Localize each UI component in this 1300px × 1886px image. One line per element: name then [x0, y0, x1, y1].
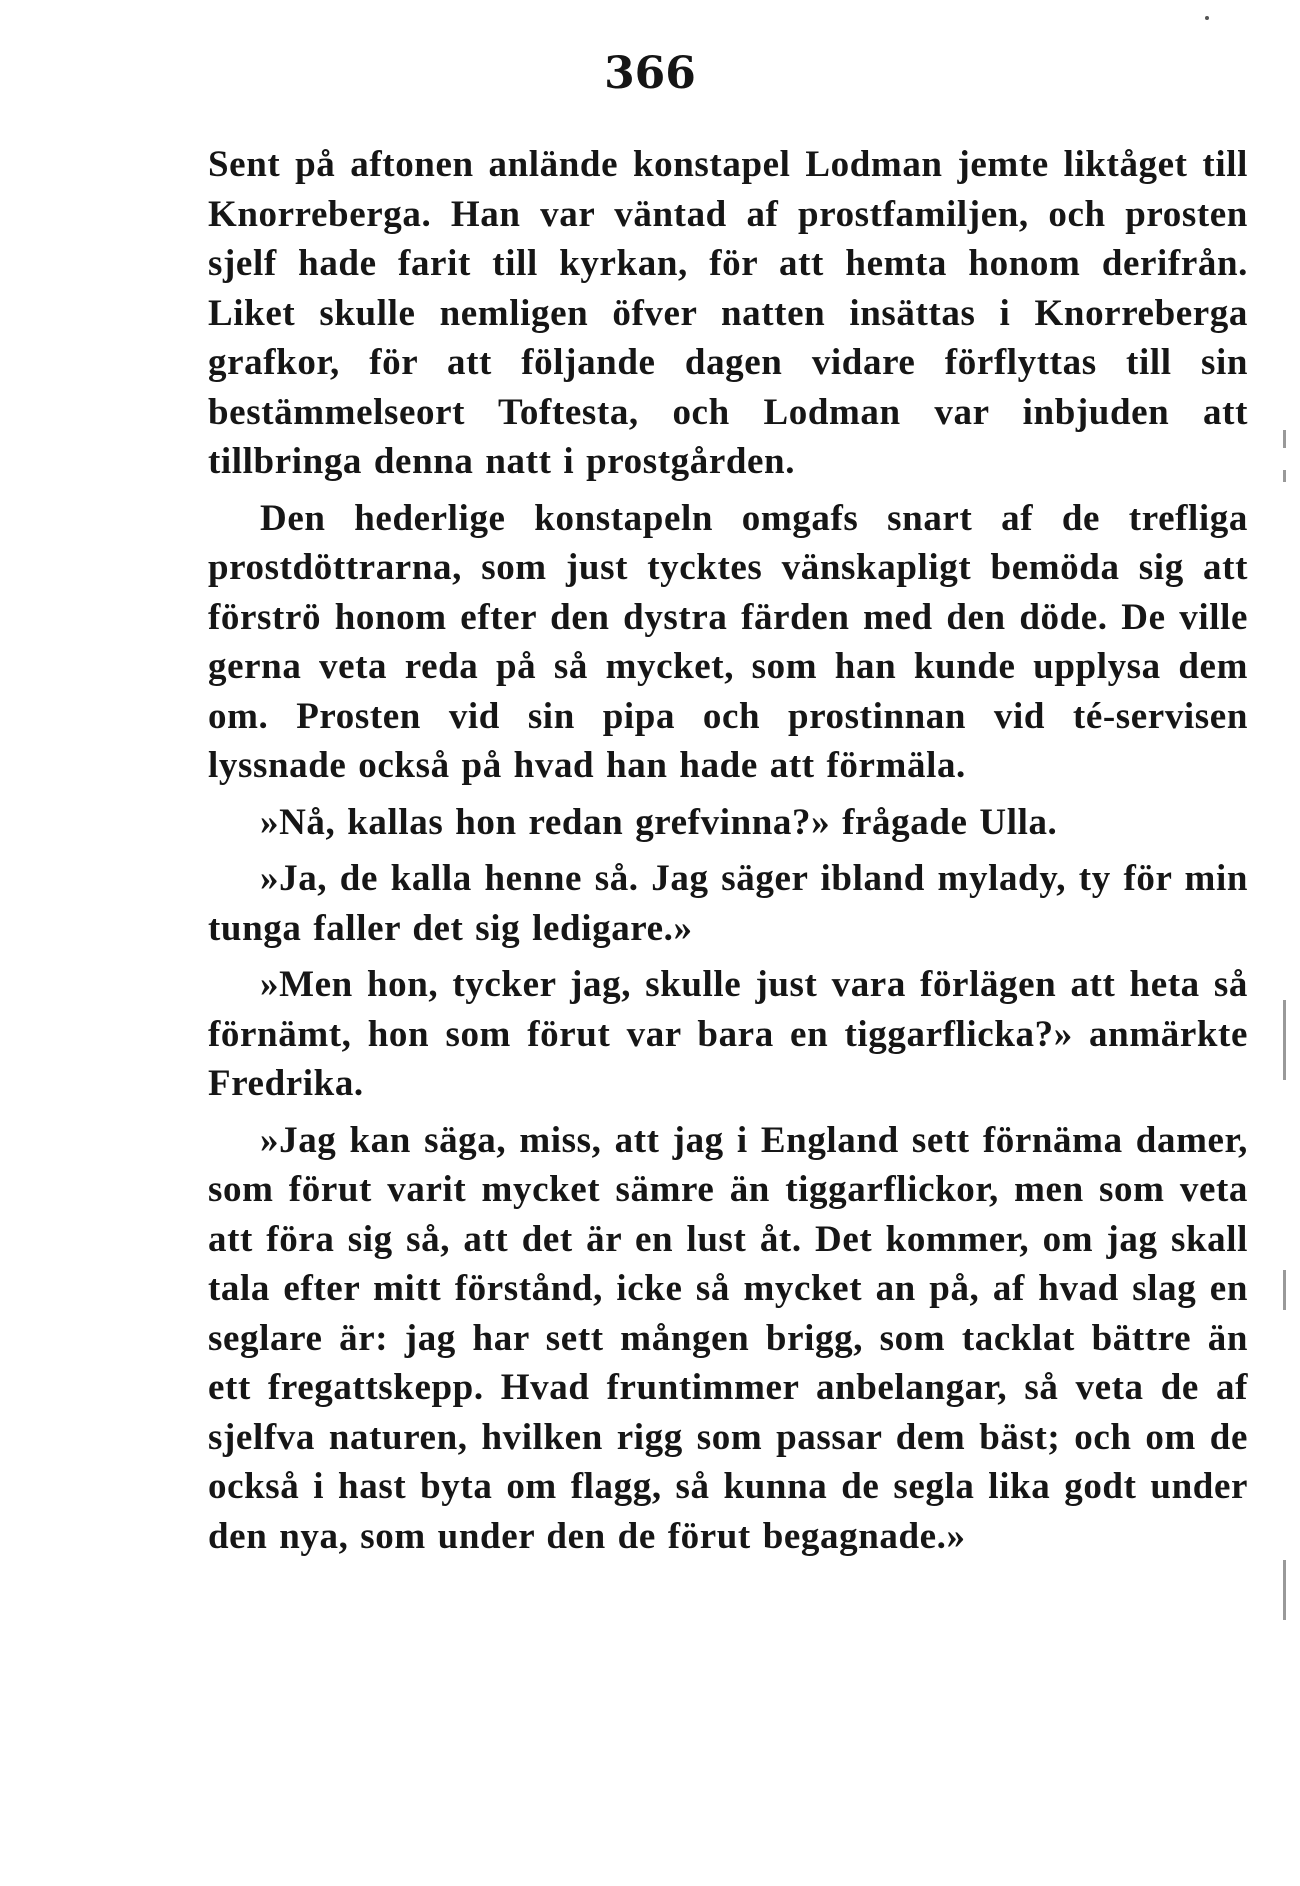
scan-edge-mark [1283, 1000, 1286, 1080]
page-number: 366 [604, 48, 696, 99]
scan-speck [1205, 16, 1209, 20]
paragraph-5: »Men hon, tycker jag, skulle just vara förlägen att heta så förnämt, hon som förut var bara en tiggarflicka?» anmärkte Fredrika. [208, 964, 1248, 1104]
body-text [208, 140, 1248, 1568]
scan-edge-mark [1283, 1270, 1286, 1310]
scan-edge-mark [1283, 430, 1286, 448]
paragraph-6: »Jag kan säga, miss, att jag i England sett förnäma damer, som förut varit mycket sämre än tiggarflickor, men som veta att föra sig så, att det är en lust åt. Det kommer, om jag skall tala efter mitt förstånd, icke så mycket an på, af hvad slag en seglare är: jag har sett mången brigg, som tacklat bättre än ett fregattskepp. Hvad fruntimmer anbelangar, så veta de af sjelfva naturen, hvilken rigg som passar dem bäst; och om de också i hast byta om flagg, så kunna de segla lika godt under den nya, som under den de förut begagnade.» [208, 1119, 1248, 1557]
paragraph-4: »Ja, de kalla henne så. Jag säger ibland mylady, ty för min tunga faller det sig ledigare.» [208, 858, 1248, 949]
scan-edge-mark [1283, 1560, 1286, 1620]
paragraph-2: Den hederlige konstapeln omgafs snart af de trefliga prostdöttrarna, som just tycktes vänskapligt bemöda sig att förströ honom efter den dystra färden med den döde. De ville gerna veta reda på så mycket, som han kunde upplysa dem om. Prosten vid sin pipa och prostinnan vid té-servisen lyssnade också på hvad han hade att förmäla. [208, 497, 1248, 786]
scan-edge-mark [1283, 470, 1286, 482]
paragraph-3: »Nå, kallas hon redan grefvinna?» frågade Ulla. [260, 801, 1058, 843]
paragraph-1: Sent på aftonen anlände konstapel Lodman jemte liktåget till Knorreberga. Han var väntad af prostfamiljen, och prosten sjelf hade farit till kyrkan, för att hemta honom derifrån. Liket skulle nemligen öfver natten insättas i Knorreberga grafkor, för att följande dagen vidare förflyttas till sin bestämmelseort Toftesta, och Lodman var inbjuden att tillbringa denna natt i prostgården. [208, 144, 1248, 482]
